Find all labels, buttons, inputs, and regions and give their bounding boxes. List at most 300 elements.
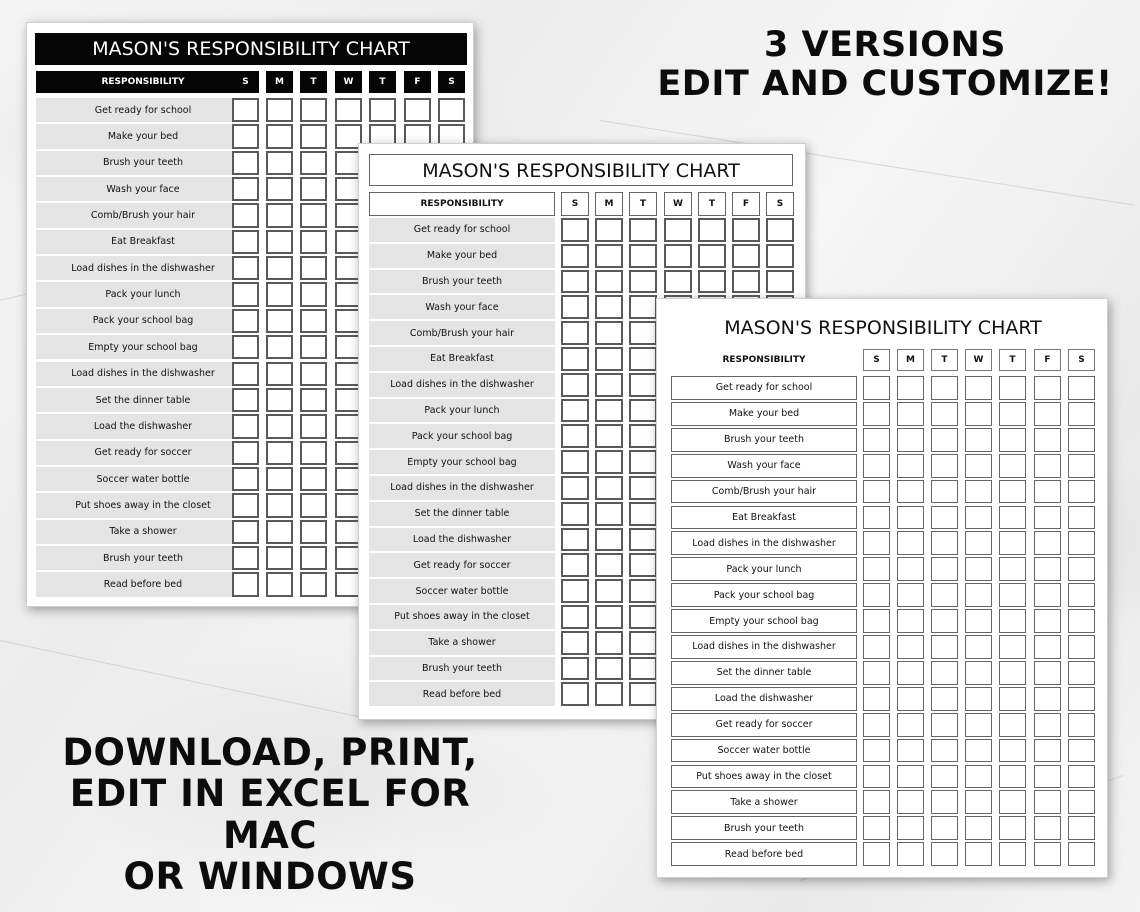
task-checkbox[interactable] (897, 557, 924, 581)
task-checkbox[interactable] (999, 480, 1026, 504)
task-checkbox[interactable] (897, 531, 924, 555)
task-checkbox[interactable] (629, 450, 657, 474)
task-checkbox[interactable] (999, 739, 1026, 763)
task-checkbox[interactable] (266, 441, 293, 465)
task-label: Pack your lunch (36, 282, 250, 306)
task-checkbox[interactable] (595, 424, 623, 448)
task-checkbox[interactable] (1034, 531, 1061, 555)
task-checkbox[interactable] (629, 528, 657, 552)
task-checkbox[interactable] (232, 520, 259, 544)
task-checkbox[interactable] (1034, 506, 1061, 530)
task-checkbox[interactable] (965, 506, 992, 530)
task-checkbox[interactable] (629, 373, 657, 397)
task-checkbox[interactable] (897, 428, 924, 452)
task-checkbox[interactable] (629, 295, 657, 319)
task-checkbox[interactable] (732, 218, 760, 242)
task-checkbox[interactable] (698, 244, 726, 268)
task-checkbox[interactable] (897, 790, 924, 814)
task-checkbox[interactable] (1034, 765, 1061, 789)
task-checkbox[interactable] (931, 687, 958, 711)
task-checkbox[interactable] (863, 428, 890, 452)
task-checkbox[interactable] (931, 661, 958, 685)
task-checkbox[interactable] (266, 230, 293, 254)
task-checkbox[interactable] (863, 790, 890, 814)
day-header: S (766, 192, 794, 216)
task-checkbox[interactable] (595, 347, 623, 371)
task-checkbox[interactable] (266, 546, 293, 570)
day-header: M (595, 192, 623, 216)
task-checkbox[interactable] (300, 362, 327, 386)
task-checkbox[interactable] (1068, 635, 1095, 659)
task-checkbox[interactable] (232, 441, 259, 465)
task-checkbox[interactable] (266, 335, 293, 359)
task-checkbox[interactable] (863, 635, 890, 659)
task-checkbox[interactable] (931, 713, 958, 737)
task-checkbox[interactable] (931, 480, 958, 504)
task-checkbox[interactable] (664, 270, 692, 294)
task-checkbox[interactable] (965, 402, 992, 426)
task-checkbox[interactable] (965, 376, 992, 400)
task-checkbox[interactable] (1034, 687, 1061, 711)
task-checkbox[interactable] (300, 98, 327, 122)
task-checkbox[interactable] (300, 309, 327, 333)
task-checkbox[interactable] (766, 244, 794, 268)
task-checkbox[interactable] (863, 842, 890, 866)
task-label: Read before bed (369, 682, 555, 706)
task-checkbox[interactable] (863, 402, 890, 426)
task-checkbox[interactable] (300, 282, 327, 306)
task-checkbox[interactable] (999, 428, 1026, 452)
task-checkbox[interactable] (1068, 842, 1095, 866)
task-checkbox[interactable] (300, 151, 327, 175)
task-label: Get ready for school (36, 98, 250, 122)
task-checkbox[interactable] (1034, 713, 1061, 737)
task-checkbox[interactable] (300, 467, 327, 491)
task-checkbox[interactable] (965, 739, 992, 763)
task-checkbox[interactable] (300, 203, 327, 227)
task-checkbox[interactable] (965, 816, 992, 840)
task-checkbox[interactable] (1068, 480, 1095, 504)
task-checkbox[interactable] (999, 454, 1026, 478)
task-checkbox[interactable] (732, 270, 760, 294)
day-header: S (232, 71, 259, 93)
task-label: Pack your lunch (369, 399, 555, 423)
task-checkbox[interactable] (999, 816, 1026, 840)
task-checkbox[interactable] (232, 230, 259, 254)
task-checkbox[interactable] (232, 177, 259, 201)
day-header: F (1034, 349, 1061, 371)
task-checkbox[interactable] (1068, 557, 1095, 581)
task-checkbox[interactable] (561, 244, 589, 268)
task-checkbox[interactable] (931, 765, 958, 789)
task-checkbox[interactable] (897, 713, 924, 737)
task-checkbox[interactable] (1068, 376, 1095, 400)
task-checkbox[interactable] (629, 218, 657, 242)
task-checkbox[interactable] (1034, 609, 1061, 633)
task-checkbox[interactable] (561, 553, 589, 577)
task-checkbox[interactable] (595, 579, 623, 603)
task-checkbox[interactable] (897, 739, 924, 763)
task-checkbox[interactable] (561, 321, 589, 345)
task-checkbox[interactable] (931, 506, 958, 530)
task-checkbox[interactable] (232, 572, 259, 596)
task-checkbox[interactable] (300, 124, 327, 148)
task-checkbox[interactable] (863, 480, 890, 504)
task-checkbox[interactable] (1068, 765, 1095, 789)
chart-title: MASON'S RESPONSIBILITY CHART (724, 317, 1042, 339)
task-label: Brush your teeth (369, 657, 555, 681)
task-checkbox[interactable] (232, 362, 259, 386)
task-checkbox[interactable] (1068, 816, 1095, 840)
task-checkbox[interactable] (629, 682, 657, 706)
task-label: Load dishes in the dishwasher (36, 256, 250, 280)
task-checkbox[interactable] (266, 203, 293, 227)
day-header: S (863, 349, 890, 371)
task-checkbox[interactable] (595, 399, 623, 423)
task-checkbox[interactable] (629, 502, 657, 526)
task-checkbox[interactable] (698, 218, 726, 242)
task-checkbox[interactable] (965, 765, 992, 789)
task-checkbox[interactable] (561, 579, 589, 603)
task-checkbox[interactable] (863, 765, 890, 789)
task-checkbox[interactable] (1034, 428, 1061, 452)
task-checkbox[interactable] (1068, 402, 1095, 426)
task-checkbox[interactable] (232, 203, 259, 227)
task-label: Wash your face (671, 454, 857, 478)
task-checkbox[interactable] (965, 557, 992, 581)
task-checkbox[interactable] (300, 493, 327, 517)
task-checkbox[interactable] (266, 467, 293, 491)
task-checkbox[interactable] (965, 661, 992, 685)
chart-sheet-plain (656, 298, 1108, 878)
task-label: Set the dinner table (369, 502, 555, 526)
task-checkbox[interactable] (561, 631, 589, 655)
task-checkbox[interactable] (300, 441, 327, 465)
task-checkbox[interactable] (931, 557, 958, 581)
task-checkbox[interactable] (1034, 739, 1061, 763)
task-checkbox[interactable] (595, 553, 623, 577)
task-checkbox[interactable] (863, 713, 890, 737)
task-checkbox[interactable] (266, 282, 293, 306)
task-label: Get ready for soccer (369, 553, 555, 577)
task-checkbox[interactable] (232, 256, 259, 280)
task-checkbox[interactable] (300, 335, 327, 359)
task-checkbox[interactable] (595, 270, 623, 294)
task-checkbox[interactable] (266, 414, 293, 438)
task-checkbox[interactable] (863, 739, 890, 763)
task-checkbox[interactable] (232, 493, 259, 517)
task-checkbox[interactable] (931, 635, 958, 659)
day-header: T (931, 349, 958, 371)
task-checkbox[interactable] (1034, 557, 1061, 581)
task-label: Load dishes in the dishwasher (671, 531, 857, 555)
task-checkbox[interactable] (1068, 790, 1095, 814)
task-checkbox[interactable] (965, 687, 992, 711)
task-checkbox[interactable] (1068, 609, 1095, 633)
task-checkbox[interactable] (863, 687, 890, 711)
task-checkbox[interactable] (1034, 842, 1061, 866)
task-checkbox[interactable] (863, 816, 890, 840)
task-checkbox[interactable] (1034, 480, 1061, 504)
task-checkbox[interactable] (897, 687, 924, 711)
task-checkbox[interactable] (595, 605, 623, 629)
task-checkbox[interactable] (965, 531, 992, 555)
task-checkbox[interactable] (561, 373, 589, 397)
task-checkbox[interactable] (999, 635, 1026, 659)
task-checkbox[interactable] (595, 244, 623, 268)
task-checkbox[interactable] (999, 531, 1026, 555)
task-checkbox[interactable] (595, 631, 623, 655)
task-label: Take a shower (369, 631, 555, 655)
task-checkbox[interactable] (999, 713, 1026, 737)
task-checkbox[interactable] (664, 244, 692, 268)
task-checkbox[interactable] (664, 218, 692, 242)
task-checkbox[interactable] (863, 661, 890, 685)
task-checkbox[interactable] (965, 428, 992, 452)
task-checkbox[interactable] (629, 553, 657, 577)
task-label: Load dishes in the dishwasher (671, 635, 857, 659)
task-checkbox[interactable] (266, 388, 293, 412)
task-checkbox[interactable] (595, 682, 623, 706)
task-checkbox[interactable] (1068, 428, 1095, 452)
task-checkbox[interactable] (629, 476, 657, 500)
banner-line: DOWNLOAD, PRINT, (62, 731, 478, 774)
task-checkbox[interactable] (965, 790, 992, 814)
task-checkbox[interactable] (766, 270, 794, 294)
task-checkbox[interactable] (931, 816, 958, 840)
task-checkbox[interactable] (629, 657, 657, 681)
task-checkbox[interactable] (1034, 661, 1061, 685)
task-checkbox[interactable] (629, 244, 657, 268)
task-checkbox[interactable] (999, 506, 1026, 530)
task-checkbox[interactable] (965, 454, 992, 478)
task-checkbox[interactable] (629, 347, 657, 371)
task-checkbox[interactable] (931, 609, 958, 633)
task-checkbox[interactable] (732, 244, 760, 268)
task-checkbox[interactable] (1034, 376, 1061, 400)
task-checkbox[interactable] (897, 480, 924, 504)
task-checkbox[interactable] (629, 424, 657, 448)
task-label: Empty your school bag (36, 335, 250, 359)
task-checkbox[interactable] (1034, 454, 1061, 478)
task-checkbox[interactable] (999, 609, 1026, 633)
task-checkbox[interactable] (1068, 531, 1095, 555)
task-checkbox[interactable] (965, 583, 992, 607)
task-checkbox[interactable] (369, 98, 396, 122)
task-checkbox[interactable] (897, 765, 924, 789)
task-checkbox[interactable] (897, 635, 924, 659)
task-checkbox[interactable] (595, 450, 623, 474)
task-checkbox[interactable] (595, 502, 623, 526)
task-checkbox[interactable] (561, 347, 589, 371)
task-checkbox[interactable] (931, 454, 958, 478)
task-checkbox[interactable] (232, 467, 259, 491)
task-checkbox[interactable] (595, 657, 623, 681)
task-checkbox[interactable] (931, 583, 958, 607)
task-checkbox[interactable] (266, 177, 293, 201)
task-checkbox[interactable] (931, 790, 958, 814)
task-checkbox[interactable] (232, 151, 259, 175)
task-label: Pack your school bag (36, 309, 250, 333)
task-checkbox[interactable] (266, 98, 293, 122)
task-checkbox[interactable] (965, 480, 992, 504)
task-checkbox[interactable] (232, 546, 259, 570)
task-checkbox[interactable] (561, 424, 589, 448)
task-checkbox[interactable] (561, 605, 589, 629)
task-checkbox[interactable] (266, 493, 293, 517)
task-checkbox[interactable] (266, 256, 293, 280)
task-checkbox[interactable] (999, 557, 1026, 581)
task-checkbox[interactable] (300, 230, 327, 254)
task-checkbox[interactable] (232, 388, 259, 412)
task-checkbox[interactable] (561, 450, 589, 474)
task-checkbox[interactable] (1034, 583, 1061, 607)
task-checkbox[interactable] (629, 399, 657, 423)
task-checkbox[interactable] (561, 476, 589, 500)
task-checkbox[interactable] (629, 321, 657, 345)
task-checkbox[interactable] (1068, 687, 1095, 711)
task-checkbox[interactable] (300, 177, 327, 201)
task-checkbox[interactable] (300, 520, 327, 544)
task-checkbox[interactable] (897, 376, 924, 400)
task-checkbox[interactable] (863, 609, 890, 633)
task-checkbox[interactable] (232, 309, 259, 333)
task-checkbox[interactable] (300, 388, 327, 412)
task-checkbox[interactable] (561, 528, 589, 552)
task-checkbox[interactable] (766, 218, 794, 242)
task-checkbox[interactable] (863, 583, 890, 607)
chart-title: MASON'S RESPONSIBILITY CHART (35, 33, 467, 65)
task-checkbox[interactable] (863, 506, 890, 530)
task-checkbox[interactable] (1068, 739, 1095, 763)
task-checkbox[interactable] (595, 321, 623, 345)
day-header: F (732, 192, 760, 216)
task-checkbox[interactable] (561, 218, 589, 242)
task-checkbox[interactable] (595, 528, 623, 552)
task-checkbox[interactable] (629, 605, 657, 629)
day-header: T (999, 349, 1026, 371)
task-checkbox[interactable] (232, 414, 259, 438)
task-checkbox[interactable] (595, 218, 623, 242)
task-checkbox[interactable] (266, 151, 293, 175)
task-checkbox[interactable] (266, 362, 293, 386)
task-checkbox[interactable] (266, 309, 293, 333)
task-checkbox[interactable] (863, 557, 890, 581)
task-checkbox[interactable] (897, 583, 924, 607)
chart-title: MASON'S RESPONSIBILITY CHART (369, 154, 793, 186)
task-label: Load the dishwasher (369, 528, 555, 552)
task-checkbox[interactable] (629, 270, 657, 294)
task-checkbox[interactable] (999, 842, 1026, 866)
task-label: Load the dishwasher (671, 687, 857, 711)
task-checkbox[interactable] (931, 739, 958, 763)
task-checkbox[interactable] (999, 402, 1026, 426)
task-checkbox[interactable] (266, 520, 293, 544)
task-checkbox[interactable] (629, 579, 657, 603)
task-checkbox[interactable] (1068, 583, 1095, 607)
task-checkbox[interactable] (1068, 506, 1095, 530)
task-checkbox[interactable] (965, 842, 992, 866)
task-checkbox[interactable] (897, 816, 924, 840)
task-checkbox[interactable] (629, 631, 657, 655)
task-checkbox[interactable] (999, 661, 1026, 685)
day-header: M (897, 349, 924, 371)
task-checkbox[interactable] (897, 454, 924, 478)
task-checkbox[interactable] (965, 635, 992, 659)
task-checkbox[interactable] (300, 546, 327, 570)
task-checkbox[interactable] (438, 98, 465, 122)
task-checkbox[interactable] (863, 454, 890, 478)
task-checkbox[interactable] (999, 687, 1026, 711)
task-label: Read before bed (671, 842, 857, 866)
task-checkbox[interactable] (561, 295, 589, 319)
task-checkbox[interactable] (931, 376, 958, 400)
task-checkbox[interactable] (232, 282, 259, 306)
task-checkbox[interactable] (335, 98, 362, 122)
task-checkbox[interactable] (1068, 454, 1095, 478)
task-checkbox[interactable] (232, 124, 259, 148)
task-checkbox[interactable] (965, 609, 992, 633)
task-checkbox[interactable] (863, 376, 890, 400)
task-checkbox[interactable] (561, 657, 589, 681)
task-checkbox[interactable] (300, 414, 327, 438)
task-checkbox[interactable] (965, 713, 992, 737)
task-label: Eat Breakfast (671, 506, 857, 530)
task-checkbox[interactable] (266, 124, 293, 148)
task-checkbox[interactable] (897, 506, 924, 530)
task-label: Put shoes away in the closet (671, 765, 857, 789)
task-checkbox[interactable] (266, 572, 293, 596)
task-checkbox[interactable] (931, 531, 958, 555)
day-header: T (629, 192, 657, 216)
task-checkbox[interactable] (999, 583, 1026, 607)
task-checkbox[interactable] (561, 502, 589, 526)
task-checkbox[interactable] (232, 335, 259, 359)
task-checkbox[interactable] (1068, 713, 1095, 737)
task-label: Put shoes away in the closet (369, 605, 555, 629)
task-checkbox[interactable] (404, 98, 431, 122)
task-checkbox[interactable] (595, 295, 623, 319)
task-checkbox[interactable] (698, 270, 726, 294)
task-checkbox[interactable] (595, 476, 623, 500)
task-checkbox[interactable] (931, 402, 958, 426)
task-checkbox[interactable] (897, 661, 924, 685)
task-checkbox[interactable] (1068, 661, 1095, 685)
task-checkbox[interactable] (561, 682, 589, 706)
task-checkbox[interactable] (1034, 402, 1061, 426)
task-checkbox[interactable] (999, 376, 1026, 400)
task-checkbox[interactable] (232, 98, 259, 122)
task-checkbox[interactable] (1034, 790, 1061, 814)
task-checkbox[interactable] (863, 531, 890, 555)
task-checkbox[interactable] (561, 399, 589, 423)
task-checkbox[interactable] (1034, 816, 1061, 840)
task-label: Pack your lunch (671, 557, 857, 581)
task-checkbox[interactable] (561, 270, 589, 294)
task-checkbox[interactable] (897, 402, 924, 426)
task-checkbox[interactable] (931, 842, 958, 866)
task-checkbox[interactable] (595, 373, 623, 397)
task-label: Brush your teeth (671, 816, 857, 840)
task-checkbox[interactable] (931, 428, 958, 452)
task-checkbox[interactable] (897, 842, 924, 866)
task-checkbox[interactable] (897, 609, 924, 633)
task-checkbox[interactable] (999, 765, 1026, 789)
task-checkbox[interactable] (1034, 635, 1061, 659)
task-checkbox[interactable] (300, 572, 327, 596)
task-checkbox[interactable] (300, 256, 327, 280)
task-checkbox[interactable] (999, 790, 1026, 814)
